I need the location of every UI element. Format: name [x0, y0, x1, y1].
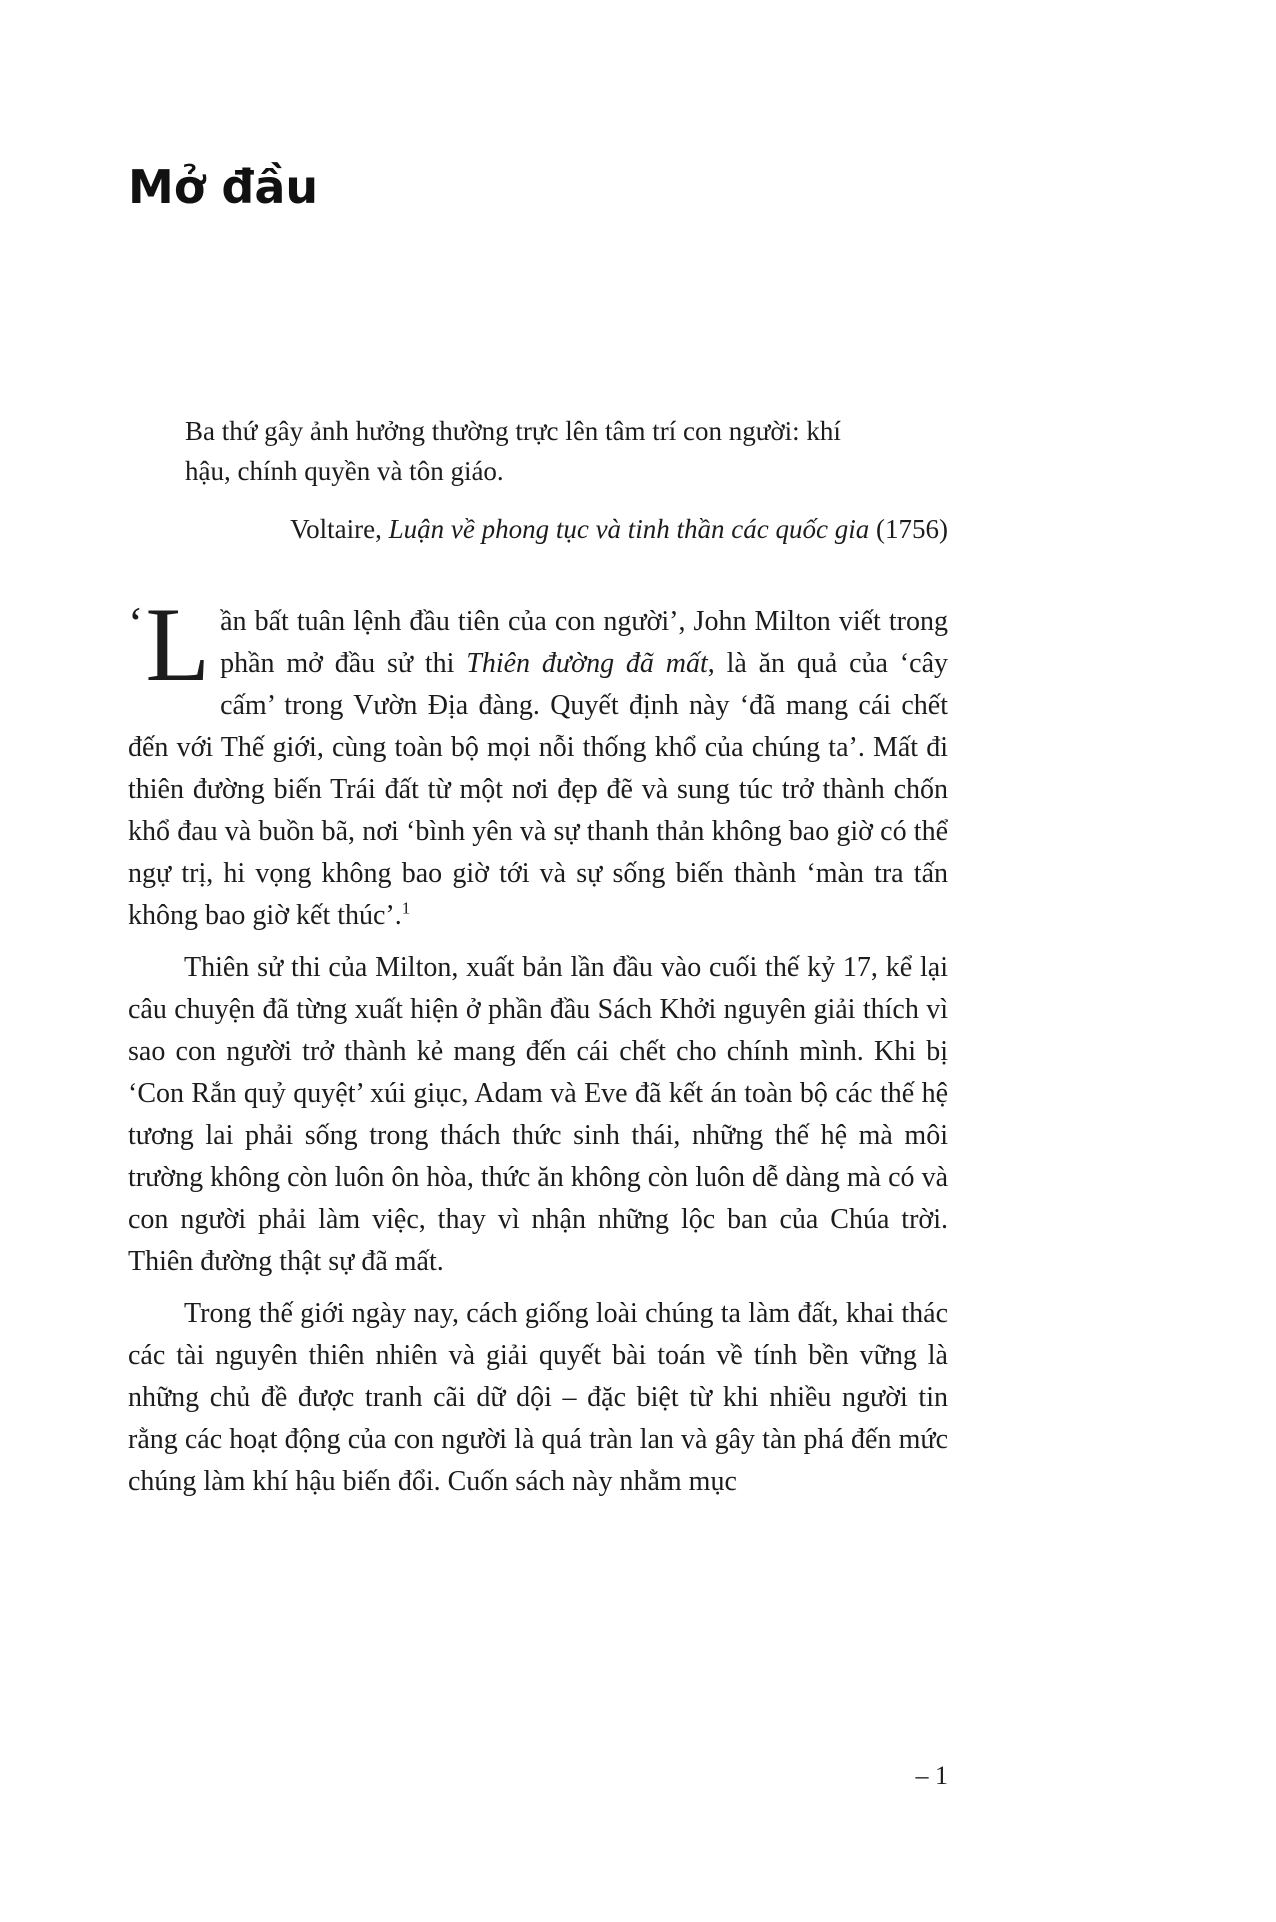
paragraph-text: Trong thế giới ngày nay, cách giống loài chúng ta làm đất, khai thác các tài nguyên thiên nhiên và giải quyết bài toán về tính bền vững là những chủ đề được tranh cãi dữ dội – đặc biệt từ khi nhiều người tin rằng các hoạt động của con người là quá tràn lan và gây tàn phá đến mức chúng làm khí hậu biến đổi. Cuốn sách này nhằm mục: [128, 1297, 948, 1497]
paragraph-text: ần bất tuân lệnh đầu tiên của con người’, John Milton viết trong phần mở đầu sử thi: [220, 605, 948, 679]
epigraph-quote: Ba thứ gây ảnh hưởng thường trực lên tâm trí con người: khí hậu, chính quyền và tôn giáo.: [185, 415, 841, 486]
page-number: – 1: [915, 1760, 948, 1790]
dropcap-letter: L: [145, 585, 211, 703]
paragraph-text: Thiên đường đã mất: [466, 647, 708, 679]
paragraph: [128, 585, 948, 937]
footnote-reference: 1: [401, 898, 411, 918]
paragraph: [128, 1293, 948, 1503]
paragraph: [128, 947, 948, 1283]
epigraph: [128, 411, 948, 549]
epigraph-attribution: [128, 509, 948, 549]
epigraph-author: Voltaire,: [290, 513, 389, 544]
epigraph-work-title: Luận về phong tục và tinh thần các quốc gia: [388, 513, 870, 544]
paragraph-text: , là ăn quả của ‘cây cấm’ trong Vườn Địa đàng. Quyết định này ‘đã mang cái chết đến với Thế giới, cùng toàn bộ mọi nỗi thống khổ của chúng ta’. Mất đi thiên đường biến Trái đất từ một nơi đẹp đẽ và sung túc trở thành chốn khổ đau và buồn bã, nơi ‘bình yên và sự thanh thản không bao giờ có thể ngự trị, hi vọng không bao giờ tới và sự sống biến thành ‘màn tra tấn không bao giờ kết thúc’.: [128, 647, 948, 931]
chapter-title: Mở đầu: [128, 160, 319, 214]
body-paragraphs: [128, 585, 948, 1503]
dropcap-open-quote: ‘: [128, 596, 144, 648]
epigraph-year: (1756): [869, 513, 948, 544]
paragraph-text: Thiên sử thi của Milton, xuất bản lần đầu vào cuối thế kỷ 17, kể lại câu chuyện đã từng xuất hiện ở phần đầu Sách Khởi nguyên giải thích vì sao con người trở thành kẻ mang đến cái chết cho chính mình. Khi bị ‘Con Rắn quỷ quyệt’ xúi giục, Adam và Eve đã kết án toàn bộ các thế hệ tương lai phải sống trong thách thức sinh thái, những thế hệ mà môi trường không còn luôn ôn hòa, thức ăn không còn luôn dễ dàng mà có và con người phải làm việc, thay vì nhận những lộc ban của Chúa trời. Thiên đường thật sự đã mất.: [128, 951, 948, 1277]
